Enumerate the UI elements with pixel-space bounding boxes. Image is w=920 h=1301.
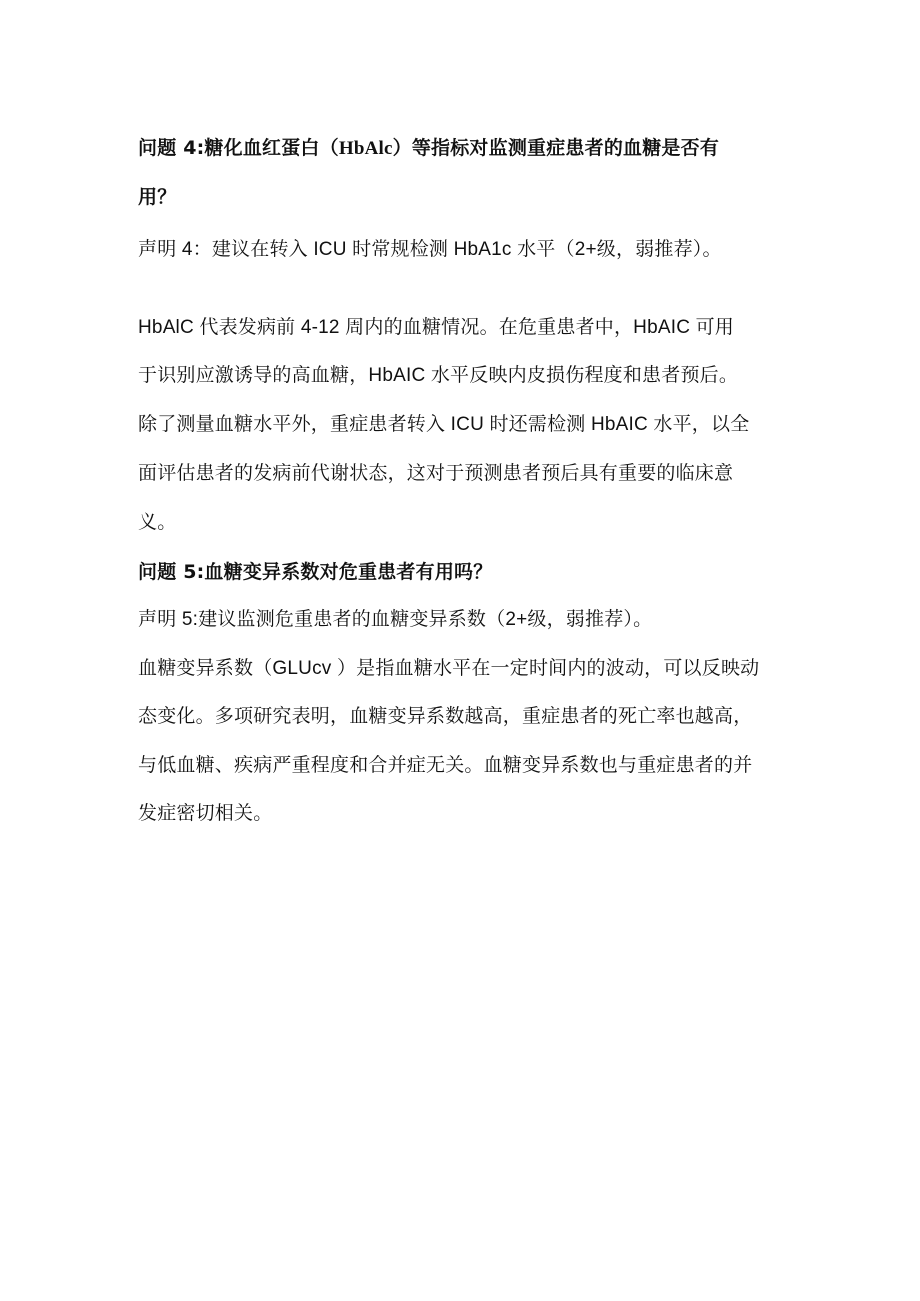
paragraph-2-line-1: 血糖变异系数（GLUcv ）是指血糖水平在一定时间内的波动，可以反映动 (138, 658, 760, 679)
paragraph-1-line-2: 于识别应激诱导的高血糖，HbAIC 水平反映内皮损伤程度和患者预后。 (138, 365, 739, 386)
question-4-title-line-1 (138, 136, 719, 161)
statement-5: 声明 5:建议监测危重患者的血糖变异系数（2+级，弱推荐）。 (138, 609, 653, 630)
paragraph-1-line-4: 面评估患者的发病前代谢状态，这对于预测患者预后具有重要的临床意 (138, 463, 734, 484)
question-4-title-part-1: 问题 4:糖化血红蛋白（ (138, 137, 339, 159)
paragraph-1-line-3: 除了测量血糖水平外，重症患者转入 ICU 时还需检测 HbAIC 水平，以全 (138, 414, 750, 435)
paragraph-1-line-1: HbAlC 代表发病前 4-12 周内的血糖情况。在危重患者中，HbAIC 可用 (138, 317, 735, 338)
question-4-title-part-2: ）等指标对监测重症患者的血糖是否有 (392, 137, 720, 159)
paragraph-2-line-4: 发症密切相关。 (138, 803, 273, 824)
paragraph-1-line-5: 义。 (138, 512, 177, 533)
question-4-title-abbreviation: HbAlc (338, 138, 393, 159)
question-5-title: 问题 5:血糖变异系数对危重患者有用吗？ (138, 561, 493, 583)
paragraph-2-line-2: 态变化。多项研究表明，血糖变异系数越高，重症患者的死亡率也越高， (138, 706, 753, 727)
question-4-title-line-2: 用？ (138, 186, 177, 208)
paragraph-2-line-3: 与低血糖、疾病严重程度和合并症无关。血糖变异系数也与重症患者的并 (138, 755, 753, 776)
statement-4: 声明 4：建议在转入 ICU 时常规检测 HbA1c 水平（2+级，弱推荐）。 (138, 239, 722, 260)
